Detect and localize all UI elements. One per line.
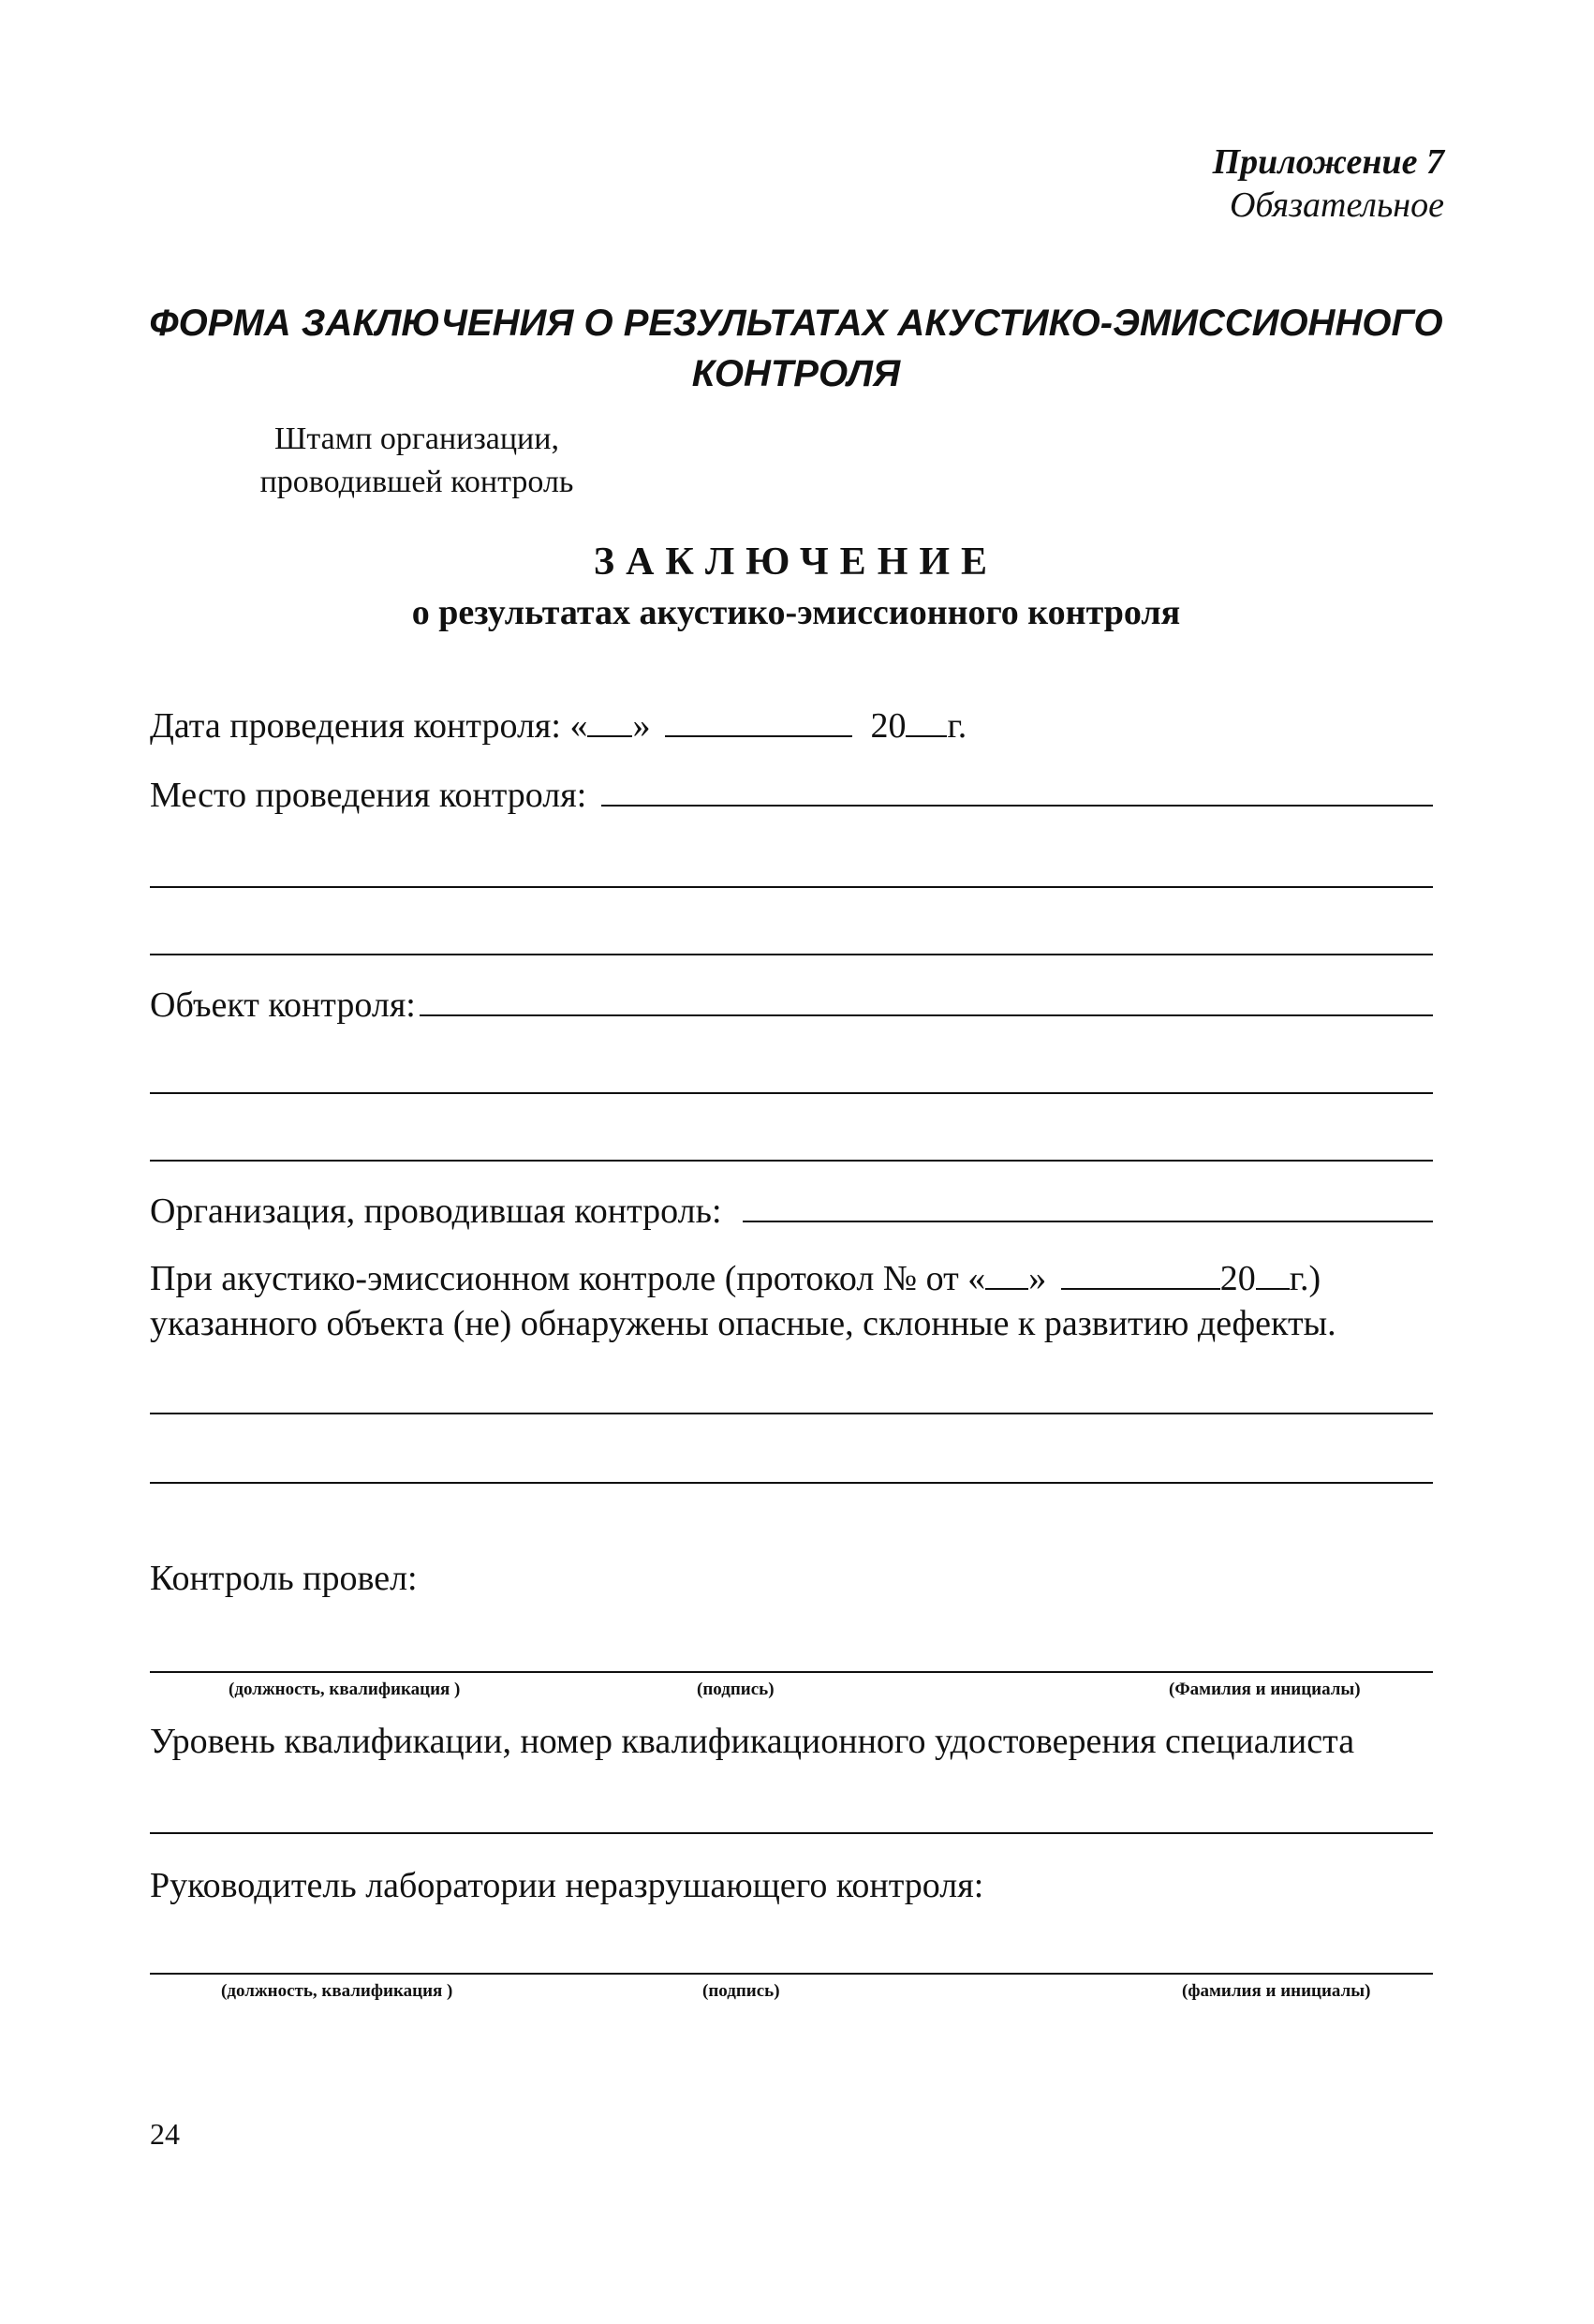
object-extra-line-1[interactable]	[150, 1092, 1433, 1094]
date-month-blank[interactable]	[665, 707, 852, 737]
place-blank[interactable]	[601, 777, 1433, 807]
result-line-2: указанного объекта (не) обнаружены опасные, склонные к развитию дефекты.	[150, 1304, 1336, 1343]
result-year-suffix: г.)	[1289, 1259, 1321, 1298]
qualification-label: Уровень квалификации, номер квалификационного удостоверения специалиста	[150, 1722, 1355, 1761]
result-extra-line-1[interactable]	[150, 1413, 1433, 1414]
inspector-label: Контроль провел:	[150, 1559, 418, 1598]
lab-head-caption-name: (фамилия и инициалы)	[1182, 1981, 1371, 2001]
organization-label: Организация, проводившая контроль:	[150, 1192, 722, 1231]
result-open-quote: «	[967, 1259, 986, 1298]
result-year-blank[interactable]	[1256, 1260, 1290, 1290]
place-extra-line-2[interactable]	[150, 954, 1433, 955]
conclusion-subtitle: о результатах акустико-эмиссионного контроля	[411, 593, 1181, 632]
organization-field-row	[150, 1190, 1433, 1233]
result-extra-line-2[interactable]	[150, 1482, 1433, 1484]
organization-blank[interactable]	[743, 1192, 1433, 1222]
result-year-prefix: 20	[1219, 1259, 1256, 1298]
object-blank[interactable]	[420, 986, 1433, 1016]
result-month-blank[interactable]	[1061, 1260, 1220, 1290]
date-year-prefix: 20	[870, 706, 907, 746]
stamp-line-1: Штамп организации,	[274, 422, 559, 456]
appendix-number: Приложение 7	[1212, 142, 1444, 182]
lab-head-signature-line[interactable]	[150, 1973, 1433, 1975]
date-open-quote: «	[569, 706, 588, 746]
inspector-caption-position: (должность, квалификация )	[229, 1680, 461, 1699]
object-extra-line-2[interactable]	[150, 1160, 1433, 1162]
result-protocol-text: При акустико-эмиссионном контроле (протокол № от	[150, 1259, 959, 1298]
result-line-1	[150, 1257, 1321, 1300]
place-extra-line-1[interactable]	[150, 886, 1433, 888]
lab-head-caption-position: (должность, квалификация )	[221, 1981, 453, 2001]
object-field-row	[150, 984, 1433, 1027]
date-close-quote: »	[632, 706, 651, 746]
date-field-row	[150, 704, 967, 748]
inspector-caption-name: (Фамилия и инициалы)	[1169, 1680, 1361, 1699]
conclusion-title: ЗАКЛЮЧЕНИЕ	[593, 540, 999, 584]
page-number: 24	[150, 2117, 180, 2151]
appendix-status: Обязательное	[1229, 185, 1444, 225]
appendix-note	[1213, 141, 1444, 227]
result-day-blank[interactable]	[985, 1260, 1028, 1290]
place-label: Место проведения контроля:	[150, 776, 587, 815]
stamp-line-2: проводившей контроль	[259, 465, 574, 499]
place-field-row	[150, 774, 1433, 817]
date-day-blank[interactable]	[587, 707, 632, 737]
date-year-suffix: г.	[947, 706, 967, 746]
result-close-quote: »	[1028, 1259, 1047, 1298]
form-title-line-2: КОНТРОЛЯ	[691, 353, 901, 394]
lab-head-label: Руководитель лаборатории неразрушающего контроля:	[150, 1866, 984, 1905]
object-label: Объект контроля:	[150, 985, 416, 1025]
lab-head-caption-signature: (подпись)	[702, 1981, 780, 2001]
date-label: Дата проведения контроля:	[150, 706, 561, 746]
form-title	[140, 298, 1452, 399]
form-title-line-1: ФОРМА ЗАКЛЮЧЕНИЯ О РЕЗУЛЬТАТАХ АКУСТИКО-ЭМИССИОННОГО	[149, 303, 1443, 344]
organization-stamp	[234, 418, 599, 504]
qualification-line[interactable]	[150, 1832, 1433, 1834]
date-year-blank[interactable]	[906, 707, 947, 737]
inspector-signature-line[interactable]	[150, 1671, 1433, 1673]
inspector-caption-signature: (подпись)	[697, 1680, 775, 1699]
